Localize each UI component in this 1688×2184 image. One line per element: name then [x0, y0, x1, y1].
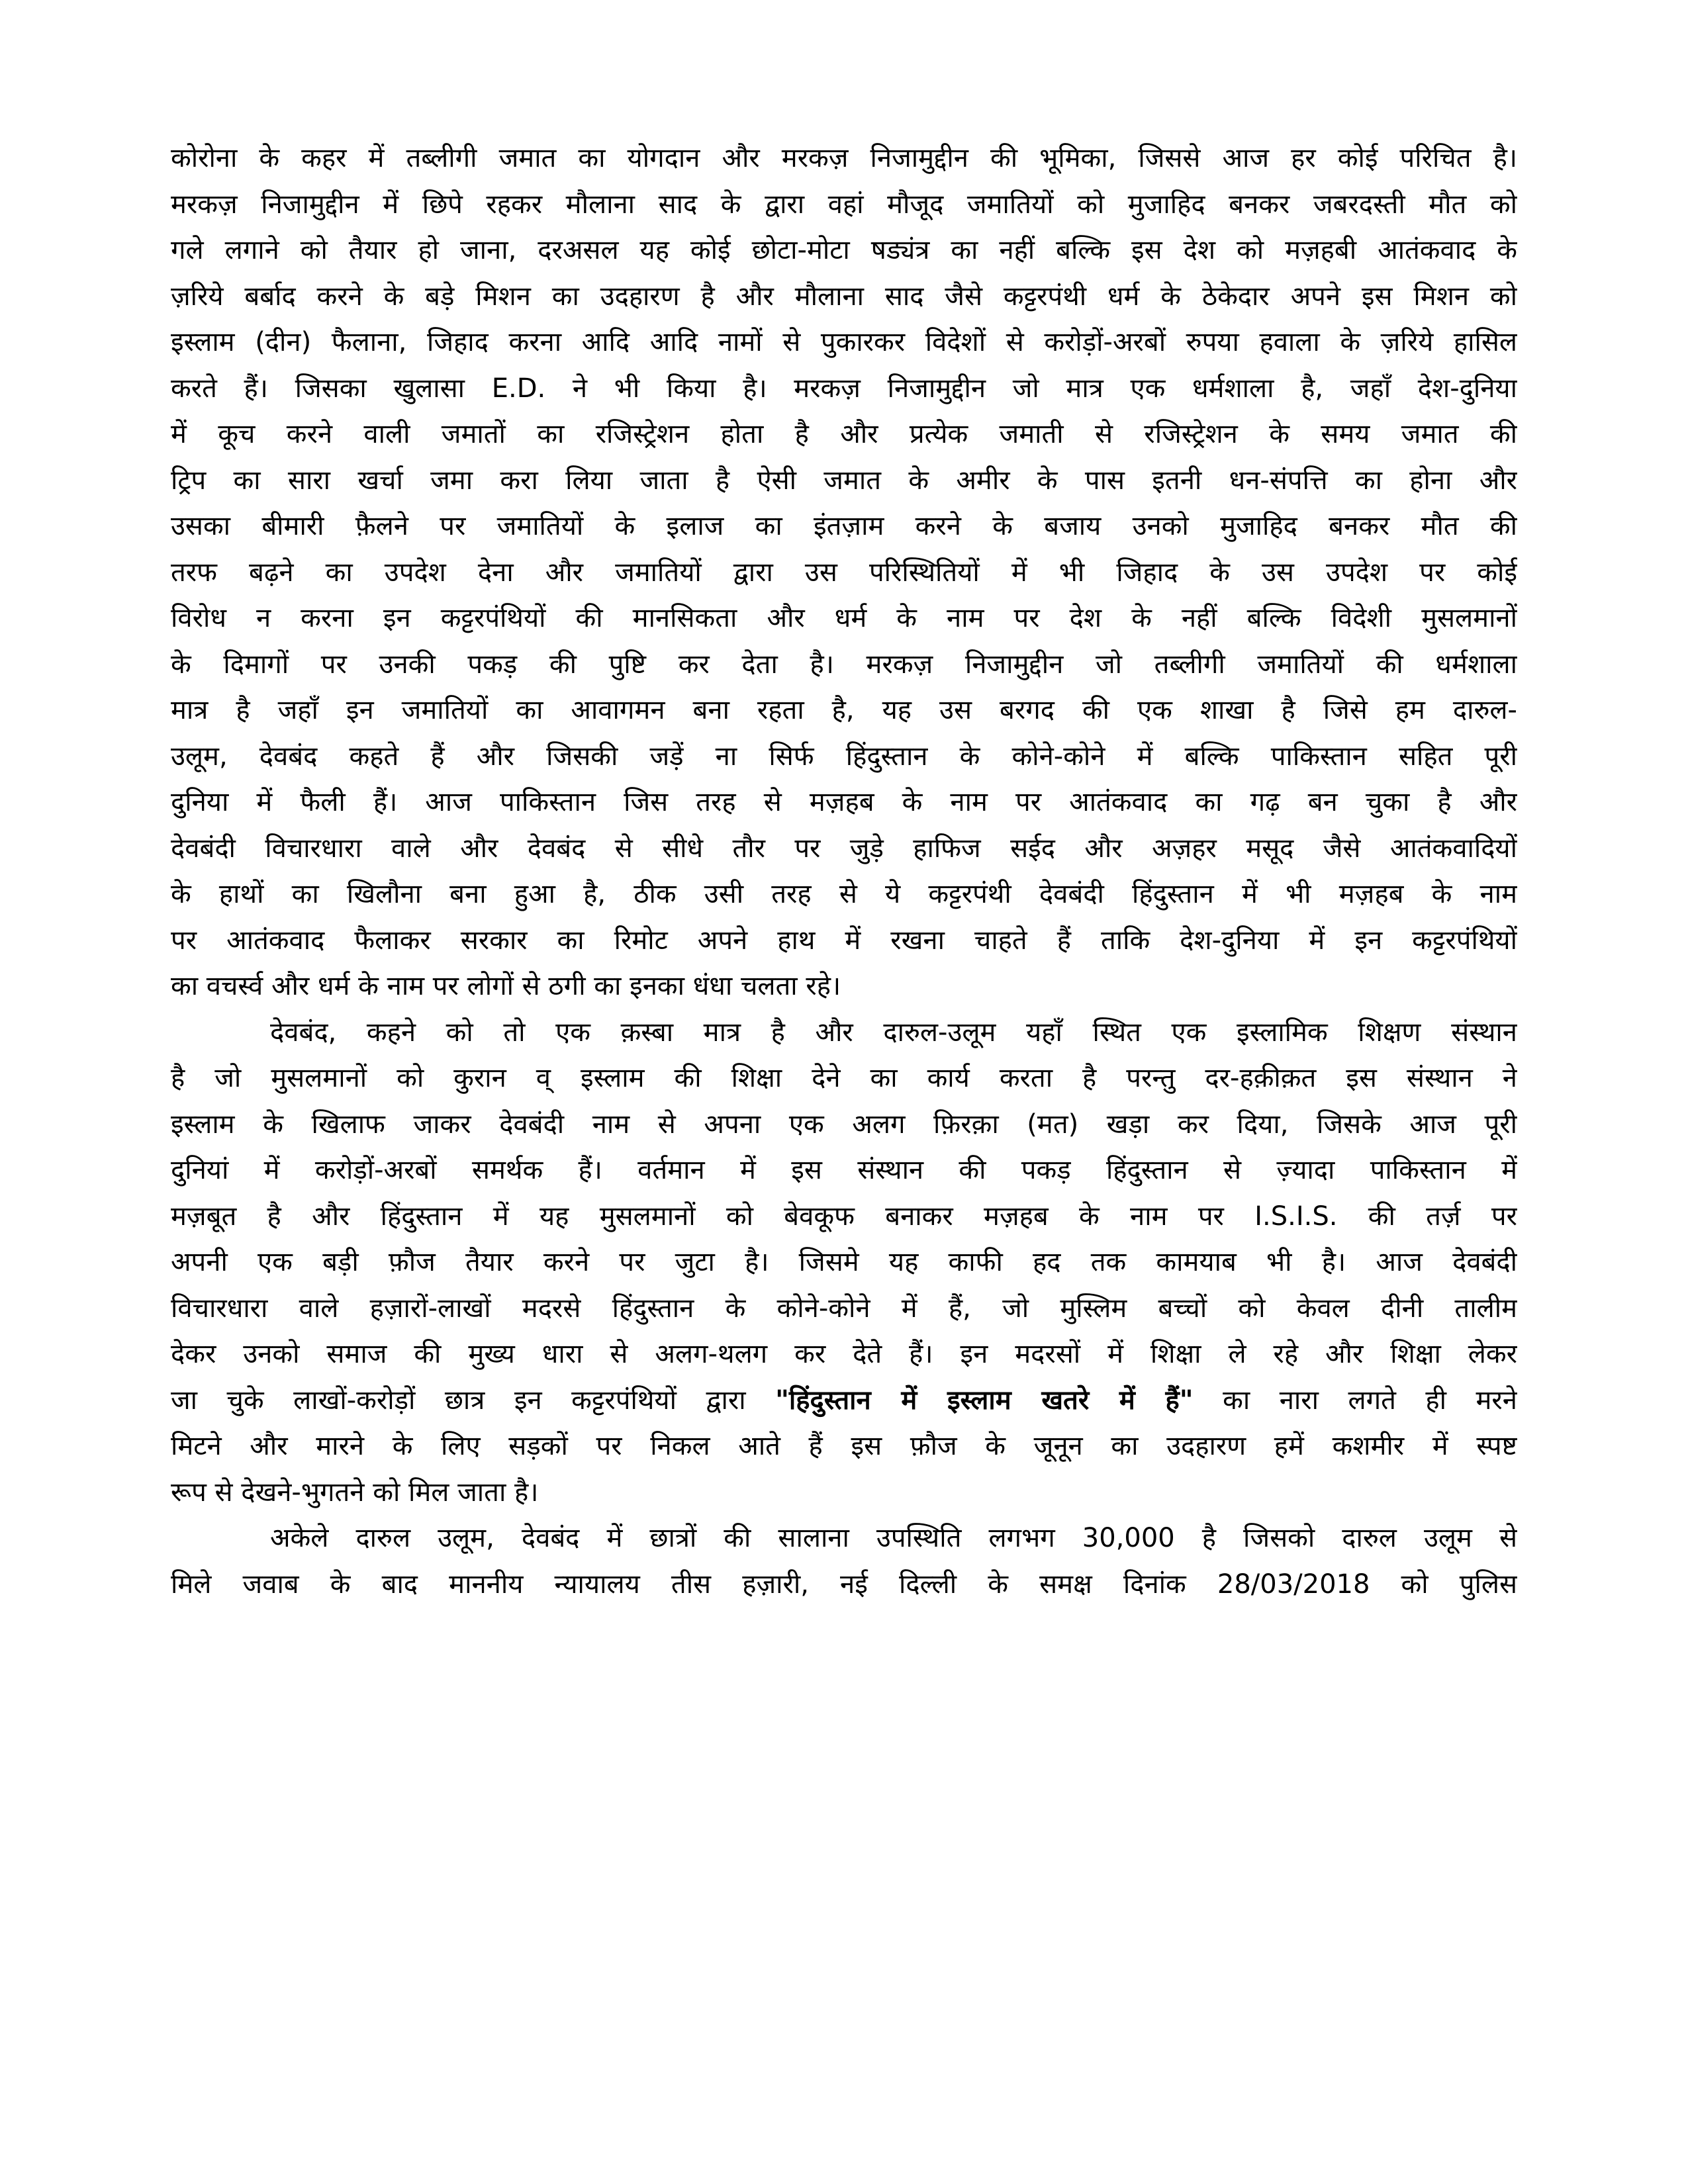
text-line: इस्लाम के खिलाफ जाकर देवबंदी नाम से अपना एक अलग फ़िरक़ा (मत) खड़ा कर दिया, जिसके आज पूरी	[171, 1109, 1517, 1140]
text-line: का वचर्स्व और धर्म के नाम पर लोगों से ठगी का इनका धंधा चलता रहे।	[171, 971, 841, 1001]
text-line: मज़बूत है और हिंदुस्तान में यह मुसलमानों को बेवकूफ बनाकर मज़हब के नाम पर I.S.I.S. की तर्ज़ पर	[171, 1201, 1517, 1232]
text-line: उसका बीमारी फ़ैलने पर जमातियों के इलाज का इंतज़ाम करने के बजाय उनको मुजाहिद बनकर मौत की	[171, 511, 1517, 541]
text-line: विचारधारा वाले हज़ारों-लाखों मदरसे हिंदुस्तान के कोने-कोने में हैं, जो मुस्लिम बच्चों को केवल दीनी तालीम	[171, 1293, 1517, 1324]
text-line: दुनिया में फैली हैं। आज पाकिस्तान जिस तरह से मज़हब के नाम पर आतंकवाद का गढ़ बन चुका है और	[171, 787, 1517, 817]
text-line: अकेले दारुल उलूम, देवबंद में छात्रों की सालाना उपस्थिति लगभग 30,000 है जिसको दारुल उलूम से	[270, 1523, 1517, 1553]
text-segment: जा चुके लाखों-करोड़ों छात्र इन कट्टरपंथियों द्वारा	[171, 1385, 776, 1416]
text-line: ज़रिये बर्बाद करने के बड़े मिशन का उदहारण है और मौलाना साद जैसे कट्टरपंथी धर्म के ठेकेदार अपने इस मिशन को	[171, 281, 1517, 312]
text-line: में कूच करने वाली जमातों का रजिस्ट्रेशन होता है और प्रत्येक जमाती से रजिस्ट्रेशन के समय जमात की	[171, 419, 1517, 449]
body-text	[171, 136, 1517, 1608]
text-line: करते हैं। जिसका खुलासा E.D. ने भी किया है। मरकज़ निजामुद्दीन जो मात्र एक धर्मशाला है, जहाँ देश-दुनिया	[171, 373, 1517, 404]
text-line: के हाथों का खिलौना बना हुआ है, ठीक उसी तरह से ये कट्टरपंथी देवबंदी हिंदुस्तान में भी मज़हब के नाम	[171, 879, 1517, 909]
text-line: मरकज़ निजामुद्दीन में छिपे रहकर मौलाना साद के द्वारा वहां मौजूद जमातियों को मुजाहिद बनकर जबरदस्ती मौत को	[171, 189, 1517, 220]
text-line: ट्रिप का सारा खर्चा जमा करा लिया जाता है ऐसी जमात के अमीर के पास इतनी धन-संपत्ति का होना और	[171, 465, 1517, 496]
text-line: इस्लाम (दीन) फैलाना, जिहाद करना आदि आदि नामों से पुकारकर विदेशों से करोड़ों-अरबों रुपया हवाला के ज़रिये हासिल	[171, 327, 1517, 357]
text-line: के दिमागों पर उनकी पकड़ की पुष्टि कर देता है। मरकज़ निजामुद्दीन जो तब्लीगी जमातियों की धर्मशाला	[171, 649, 1517, 680]
paragraph-markaz	[171, 136, 1517, 1010]
paragraph-attendance	[171, 1516, 1517, 1608]
text-line: अपनी एक बड़ी फ़ौज तैयार करने पर जुटा है। जिसमे यह काफी हद तक कामयाब भी है। आज देवबंदी	[171, 1247, 1517, 1277]
text-line: है जो मुसलमानों को कुरान व् इस्लाम की शिक्षा देने का कार्य करता है परन्तु दर-हक़ीक़त इस संस्थान ने	[171, 1063, 1517, 1093]
text-line: गले लगाने को तैयार हो जाना, दरअसल यह कोई छोटा-मोटा षड्यंत्र का नहीं बल्कि इस देश को मज़हबी आतंकवाद के	[171, 235, 1517, 265]
text-line-with-slogan	[171, 1378, 1517, 1424]
text-line: मिले जवाब के बाद माननीय न्यायालय तीस हज़ारी, नई दिल्ली के समक्ष दिनांक 28/03/2018 को पुलिस	[171, 1569, 1517, 1600]
text-line: दुनियां में करोड़ों-अरबों समर्थक हैं। वर्तमान में इस संस्थान की पकड़ हिंदुस्तान से ज़्यादा पाकिस्तान में	[171, 1155, 1517, 1185]
text-line: रूप से देखने-भुगतने को मिल जाता है।	[171, 1477, 539, 1508]
text-line: मात्र है जहाँ इन जमातियों का आवागमन बना रहता है, यह उस बरगद की एक शाखा है जिसे हम दारुल-	[171, 695, 1517, 725]
text-line: मिटने और मारने के लिए सड़कों पर निकल आते हैं इस फ़ौज के जूनून का उदहारण हमें कशमीर में स्पष्ट	[171, 1431, 1517, 1461]
slogan-bold: "हिंदुस्तान में इस्लाम खतरे में हैं"	[775, 1385, 1194, 1416]
text-line: कोरोना के कहर में तब्लीगी जमात का योगदान और मरकज़ निजामुद्दीन की भूमिका, जिससे आज हर कोई परिचित है।	[171, 143, 1517, 173]
text-line: विरोध न करना इन कट्टरपंथियों की मानसिकता और धर्म के नाम पर देश के नहीं बल्कि विदेशी मुसलमानों	[171, 603, 1517, 633]
text-line: तरफ बढ़ने का उपदेश देना और जमातियों द्वारा उस परिस्थितियों में भी जिहाद के उस उपदेश पर कोई	[171, 557, 1517, 588]
text-line: देकर उनको समाज की मुख्य धारा से अलग-थलग कर देते हैं। इन मदरसों में शिक्षा ले रहे और शिक्षा लेकर	[171, 1339, 1517, 1369]
paragraph-deoband	[171, 1010, 1517, 1516]
text-segment: का नारा लगते ही मरने	[1193, 1385, 1517, 1416]
text-line: देवबंद, कहने को तो एक क़स्बा मात्र है और दारुल-उलूम यहाँ स्थित एक इस्लामिक शिक्षण संस्थान	[270, 1017, 1517, 1048]
text-line: उलूम, देवबंद कहते हैं और जिसकी जड़ें ना सिर्फ हिंदुस्तान के कोने-कोने में बल्कि पाकिस्तान सहित पूरी	[171, 741, 1517, 772]
text-line: देवबंदी विचारधारा वाले और देवबंद से सीधे तौर पर जुड़े हाफिज सईद और अज़हर मसूद जैसे आतंकवादियों	[171, 833, 1517, 864]
text-line: पर आतंकवाद फैलाकर सरकार का रिमोट अपने हाथ में रखना चाहते हैं ताकि देश-दुनिया में इन कट्टरपंथियों	[171, 925, 1517, 956]
